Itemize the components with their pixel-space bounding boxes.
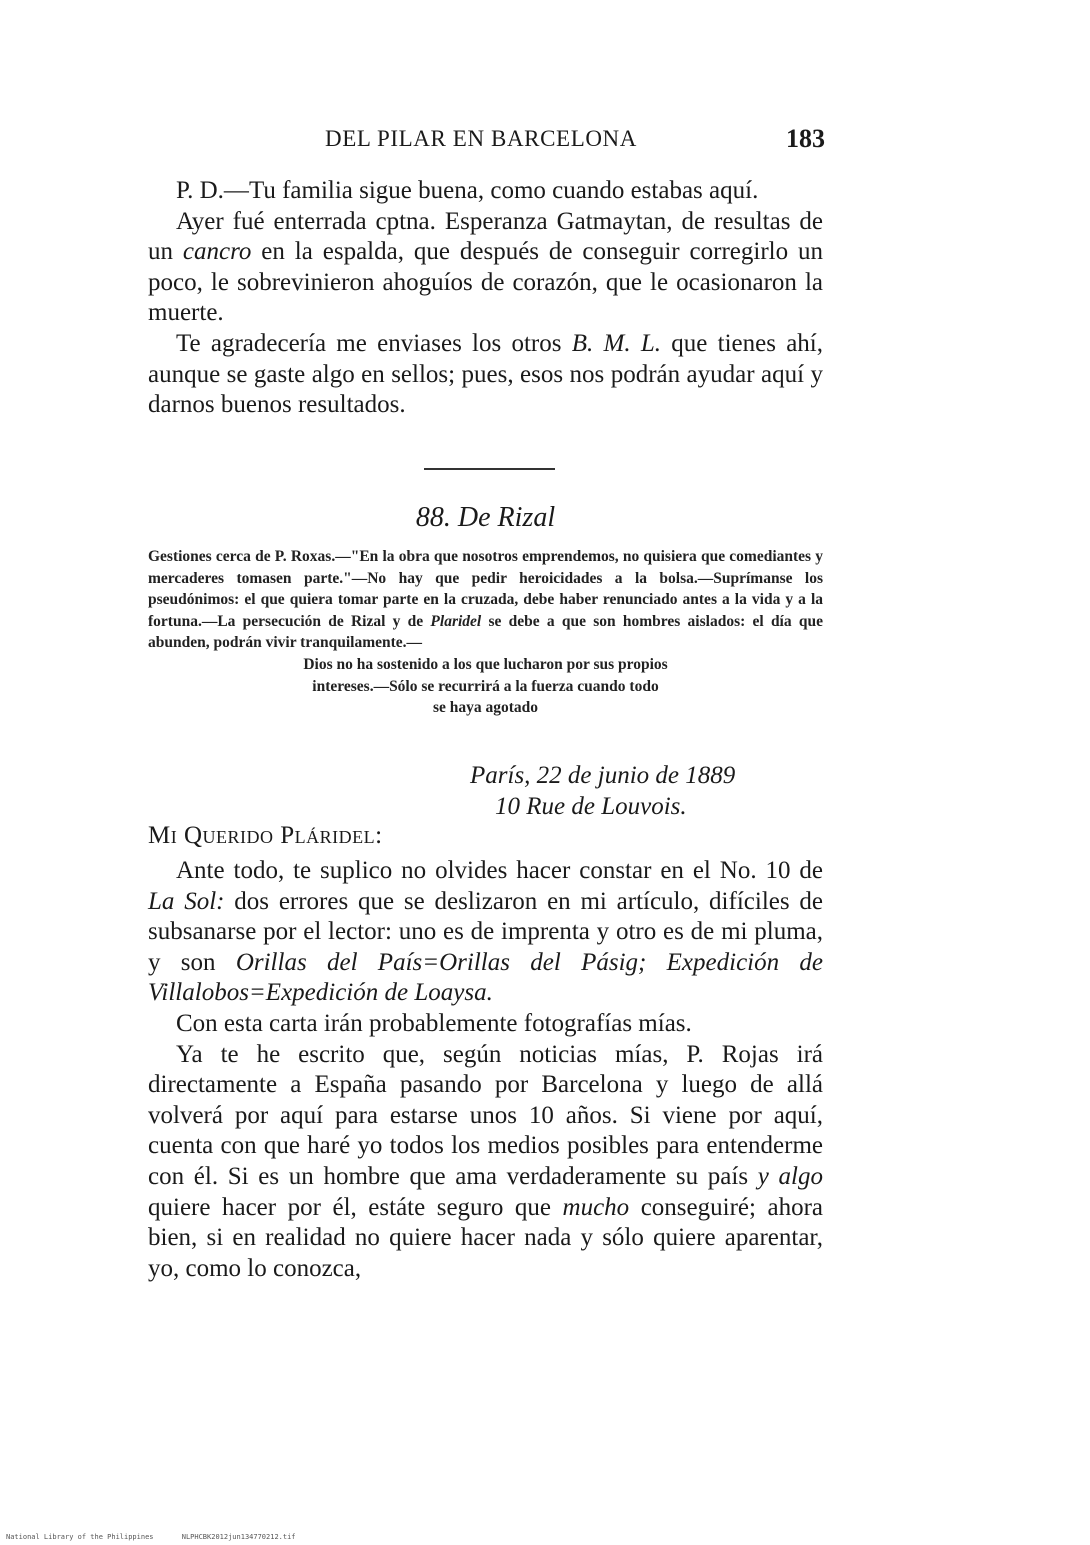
summary-line: Dios no ha sostenido a los que lucharon por sus propios [303,655,668,673]
text-run: quiere hacer por él, estáte seguro que [148,1193,563,1221]
body-paragraph-2: Con esta carta irán probablemente fotografías mías. [176,1009,692,1037]
letter-summary [148,546,823,719]
library-credit: National Library of the Philippines [6,1533,154,1541]
text-run: que tienes ahí, aunque se gaste algo en sellos; pues, esos nos podrán ayudar aquí y darnos buenos resultados. [148,329,823,419]
italic-run: Plaridel [430,612,482,630]
summary-line: se haya agotado [432,699,539,717]
section-divider [424,468,555,470]
text-run: Ayer fué enterrada cptna. Esperanza Gatmaytan, de resultas de un [148,207,823,266]
text-run: Ante todo, te suplico no olvides hacer constar en el No. 10 de [176,857,823,884]
file-id: NLPHCBK2012jun134770212.tif [181,1533,296,1541]
text-run: dos errores que se deslizaron en mi artículo, difíciles de subsanarse por el lector: uno es de imprenta y otro es de mi pluma, y son [148,887,823,976]
postscript-text: Tu familia sigue buena, como cuando estabas aquí. [248,177,759,204]
text-run: Ya te he escrito que, según noticias mías, P. Rojas irá directamente a España pasando por Barcelona y luego de allá volverá por aquí para estarse unos 10 años. Si viene por aquí, cuenta con que haré yo todos los medios posibles para entenderme con él. Si es un hombre que ama verdaderamente su país [148,1040,823,1190]
text-run: Te agradecería me enviases los otros [176,329,572,357]
postscript-paragraph-1 [148,176,823,207]
italic-run: B. M. L. [571,329,662,357]
running-head: DEL PILAR EN BARCELONA [325,126,637,151]
place-date: París, 22 de junio de 1889 [470,762,736,789]
body-paragraph-3 [148,1040,823,1285]
letter-body [148,856,823,1284]
summary-paragraph [148,546,823,654]
scan-footer [6,1533,320,1541]
postscript-paragraph-2 [148,207,823,329]
italic-run: La Sol: [148,887,225,915]
letter-title: 88. De Rizal [415,502,556,533]
summary-line: intereses.—Sólo se recurrirá a la fuerza cuando todo [312,677,659,695]
address: 10 Rue de Louvois. [495,793,687,820]
italic-run: y algo [757,1162,823,1190]
italic-run: mucho [562,1193,630,1221]
postscript-label: P. D.— [176,177,249,204]
page-header [325,124,825,160]
text-run: conseguiré; ahora bien, si en realidad no quiere hacer nada y sólo quiere aparentar, yo, como lo conozca, [148,1193,823,1282]
text-run: se debe a que son hombres aislados: el día que abunden, podrán vivir tranquilamente.— [148,612,823,652]
text-run: en la espalda, que después de conseguir corregirlo un poco, le sobrevinieron ahoguíos de corazón, que le ocasionaron la muerte. [148,238,823,327]
salutation: Mi Querido Pláridel: [148,822,383,849]
body-paragraph-1 [148,856,823,1009]
dateline [470,760,830,822]
page-number: 183 [786,124,825,153]
postscript-paragraph-3 [148,329,823,421]
italic-run: Orillas del País=Orillas del Pásig; Expedición de Villalobos=Expedición de Loaysa. [148,948,824,1007]
text-run: Gestiones cerca de P. Roxas.—"En la obra que nosotros emprendemos, no quisiera que comediantes y mercaderes tomasen parte."—No hay que pedir heroicidades a la bolsa.—Suprímanse los pseudónimos: el que quiera tomar parte en la cruzada, debe haber renunciado antes a la vida y a la fortuna.—La persecución de Rizal y de [148,548,823,630]
italic-run: cancro [182,238,252,266]
postscript-section [148,176,823,421]
